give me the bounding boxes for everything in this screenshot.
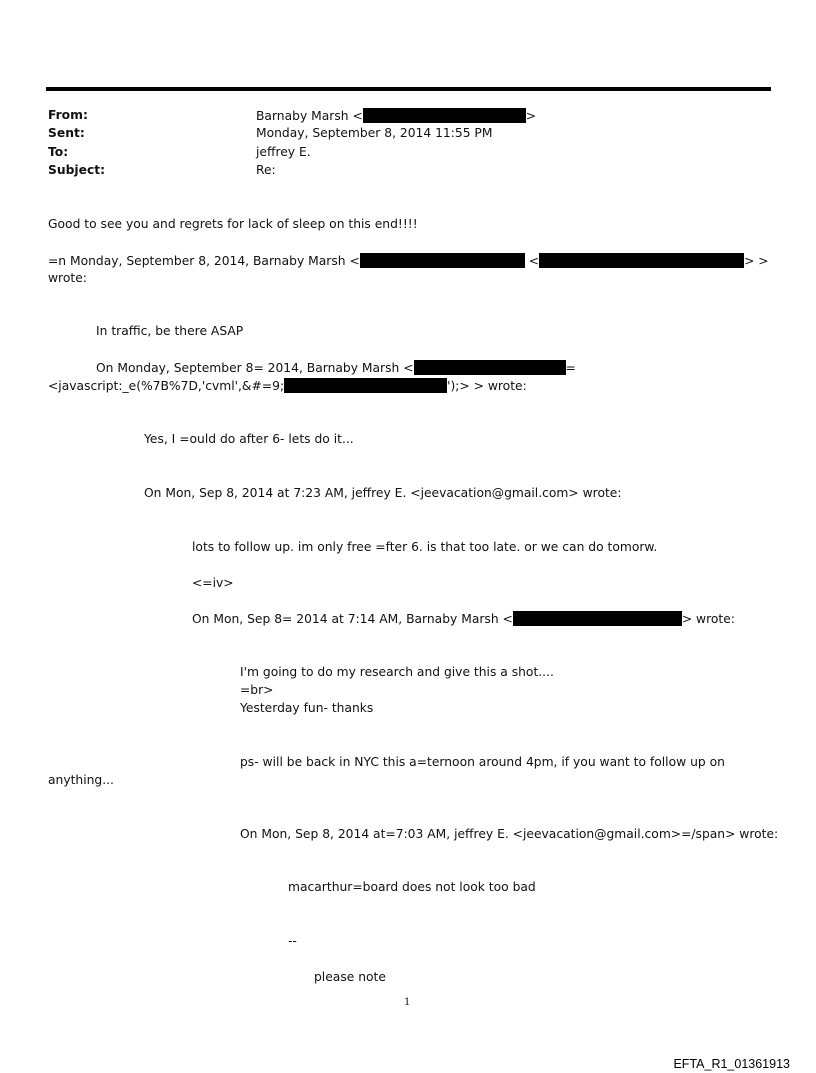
subject-label: Subject:	[48, 163, 106, 177]
research-line: I'm going to do my research and give this a shot....	[240, 665, 554, 679]
from-end: >	[525, 109, 537, 123]
signature-dashes: --	[288, 934, 297, 948]
quote2-js	[48, 378, 527, 394]
div-line: <=iv>	[192, 576, 234, 590]
please-note-line: please note	[314, 970, 386, 984]
bates-number: EFTA_R1_01361913	[673, 1057, 790, 1071]
quote2-js-b: ');> > wrote:	[447, 379, 527, 393]
from-name: Barnaby Marsh <	[256, 109, 363, 123]
quote-header-2	[96, 360, 576, 376]
to-value: jeffrey E.	[256, 145, 311, 159]
yesterday-line: Yesterday fun- thanks	[240, 701, 374, 715]
header-rule	[46, 87, 771, 91]
quote1-wrote: wrote:	[48, 271, 87, 285]
subject-value: Re:	[256, 163, 276, 177]
quote-header-1	[48, 253, 769, 269]
quote4-text-a: On Mon, Sep 8= 2014 at 7:14 AM, Barnaby Marsh <	[192, 612, 513, 626]
body-line-greeting: Good to see you and regrets for lack of sleep on this end!!!!	[48, 217, 418, 231]
from-value	[256, 108, 536, 124]
br-line: =br>	[240, 683, 274, 697]
from-label: From:	[48, 108, 88, 122]
quote1-text-b: <	[528, 254, 540, 268]
redaction-bar	[360, 253, 525, 268]
quote1-text-c: > >	[744, 254, 769, 268]
macarthur-line: macarthur=board does not look too bad	[288, 880, 536, 894]
page-number: 1	[404, 997, 411, 1008]
lots-line: lots to follow up. im only free =fter 6. is that too late. or we can do tomorw.	[192, 540, 658, 554]
quote2-text-b: =	[565, 361, 576, 375]
sent-label: Sent:	[48, 126, 85, 140]
to-label: To:	[48, 145, 69, 159]
quote-header-4	[192, 611, 735, 627]
traffic-line: In traffic, be there ASAP	[96, 324, 244, 338]
sent-value: Monday, September 8, 2014 11:55 PM	[256, 126, 493, 140]
ps-line: ps- will be back in NYC this a=ternoon around 4pm, if you want to follow up on	[240, 755, 725, 769]
quote-header-5: On Mon, Sep 8, 2014 at=7:03 AM, jeffrey E. <jeevacation@gmail.com>=/span> wrote:	[240, 827, 779, 841]
quote2-text-a: On Monday, September 8= 2014, Barnaby Marsh <	[96, 361, 414, 375]
redaction-bar	[284, 378, 447, 393]
yes-line: Yes, I =ould do after 6- lets do it...	[144, 432, 354, 446]
quote1-text-a: =n Monday, September 8, 2014, Barnaby Marsh <	[48, 254, 360, 268]
redaction-bar	[513, 611, 682, 626]
anything-line: anything...	[48, 773, 114, 787]
redaction-bar	[539, 253, 744, 268]
quote4-text-b: > wrote:	[681, 612, 735, 626]
redaction-bar	[363, 108, 526, 123]
quote2-js-a: <javascript:_e(%7B%7D,'cvml',&#=9;	[48, 379, 285, 393]
redaction-bar	[414, 360, 566, 375]
quote-header-3: On Mon, Sep 8, 2014 at 7:23 AM, jeffrey E. <jeevacation@gmail.com> wrote:	[144, 486, 622, 500]
